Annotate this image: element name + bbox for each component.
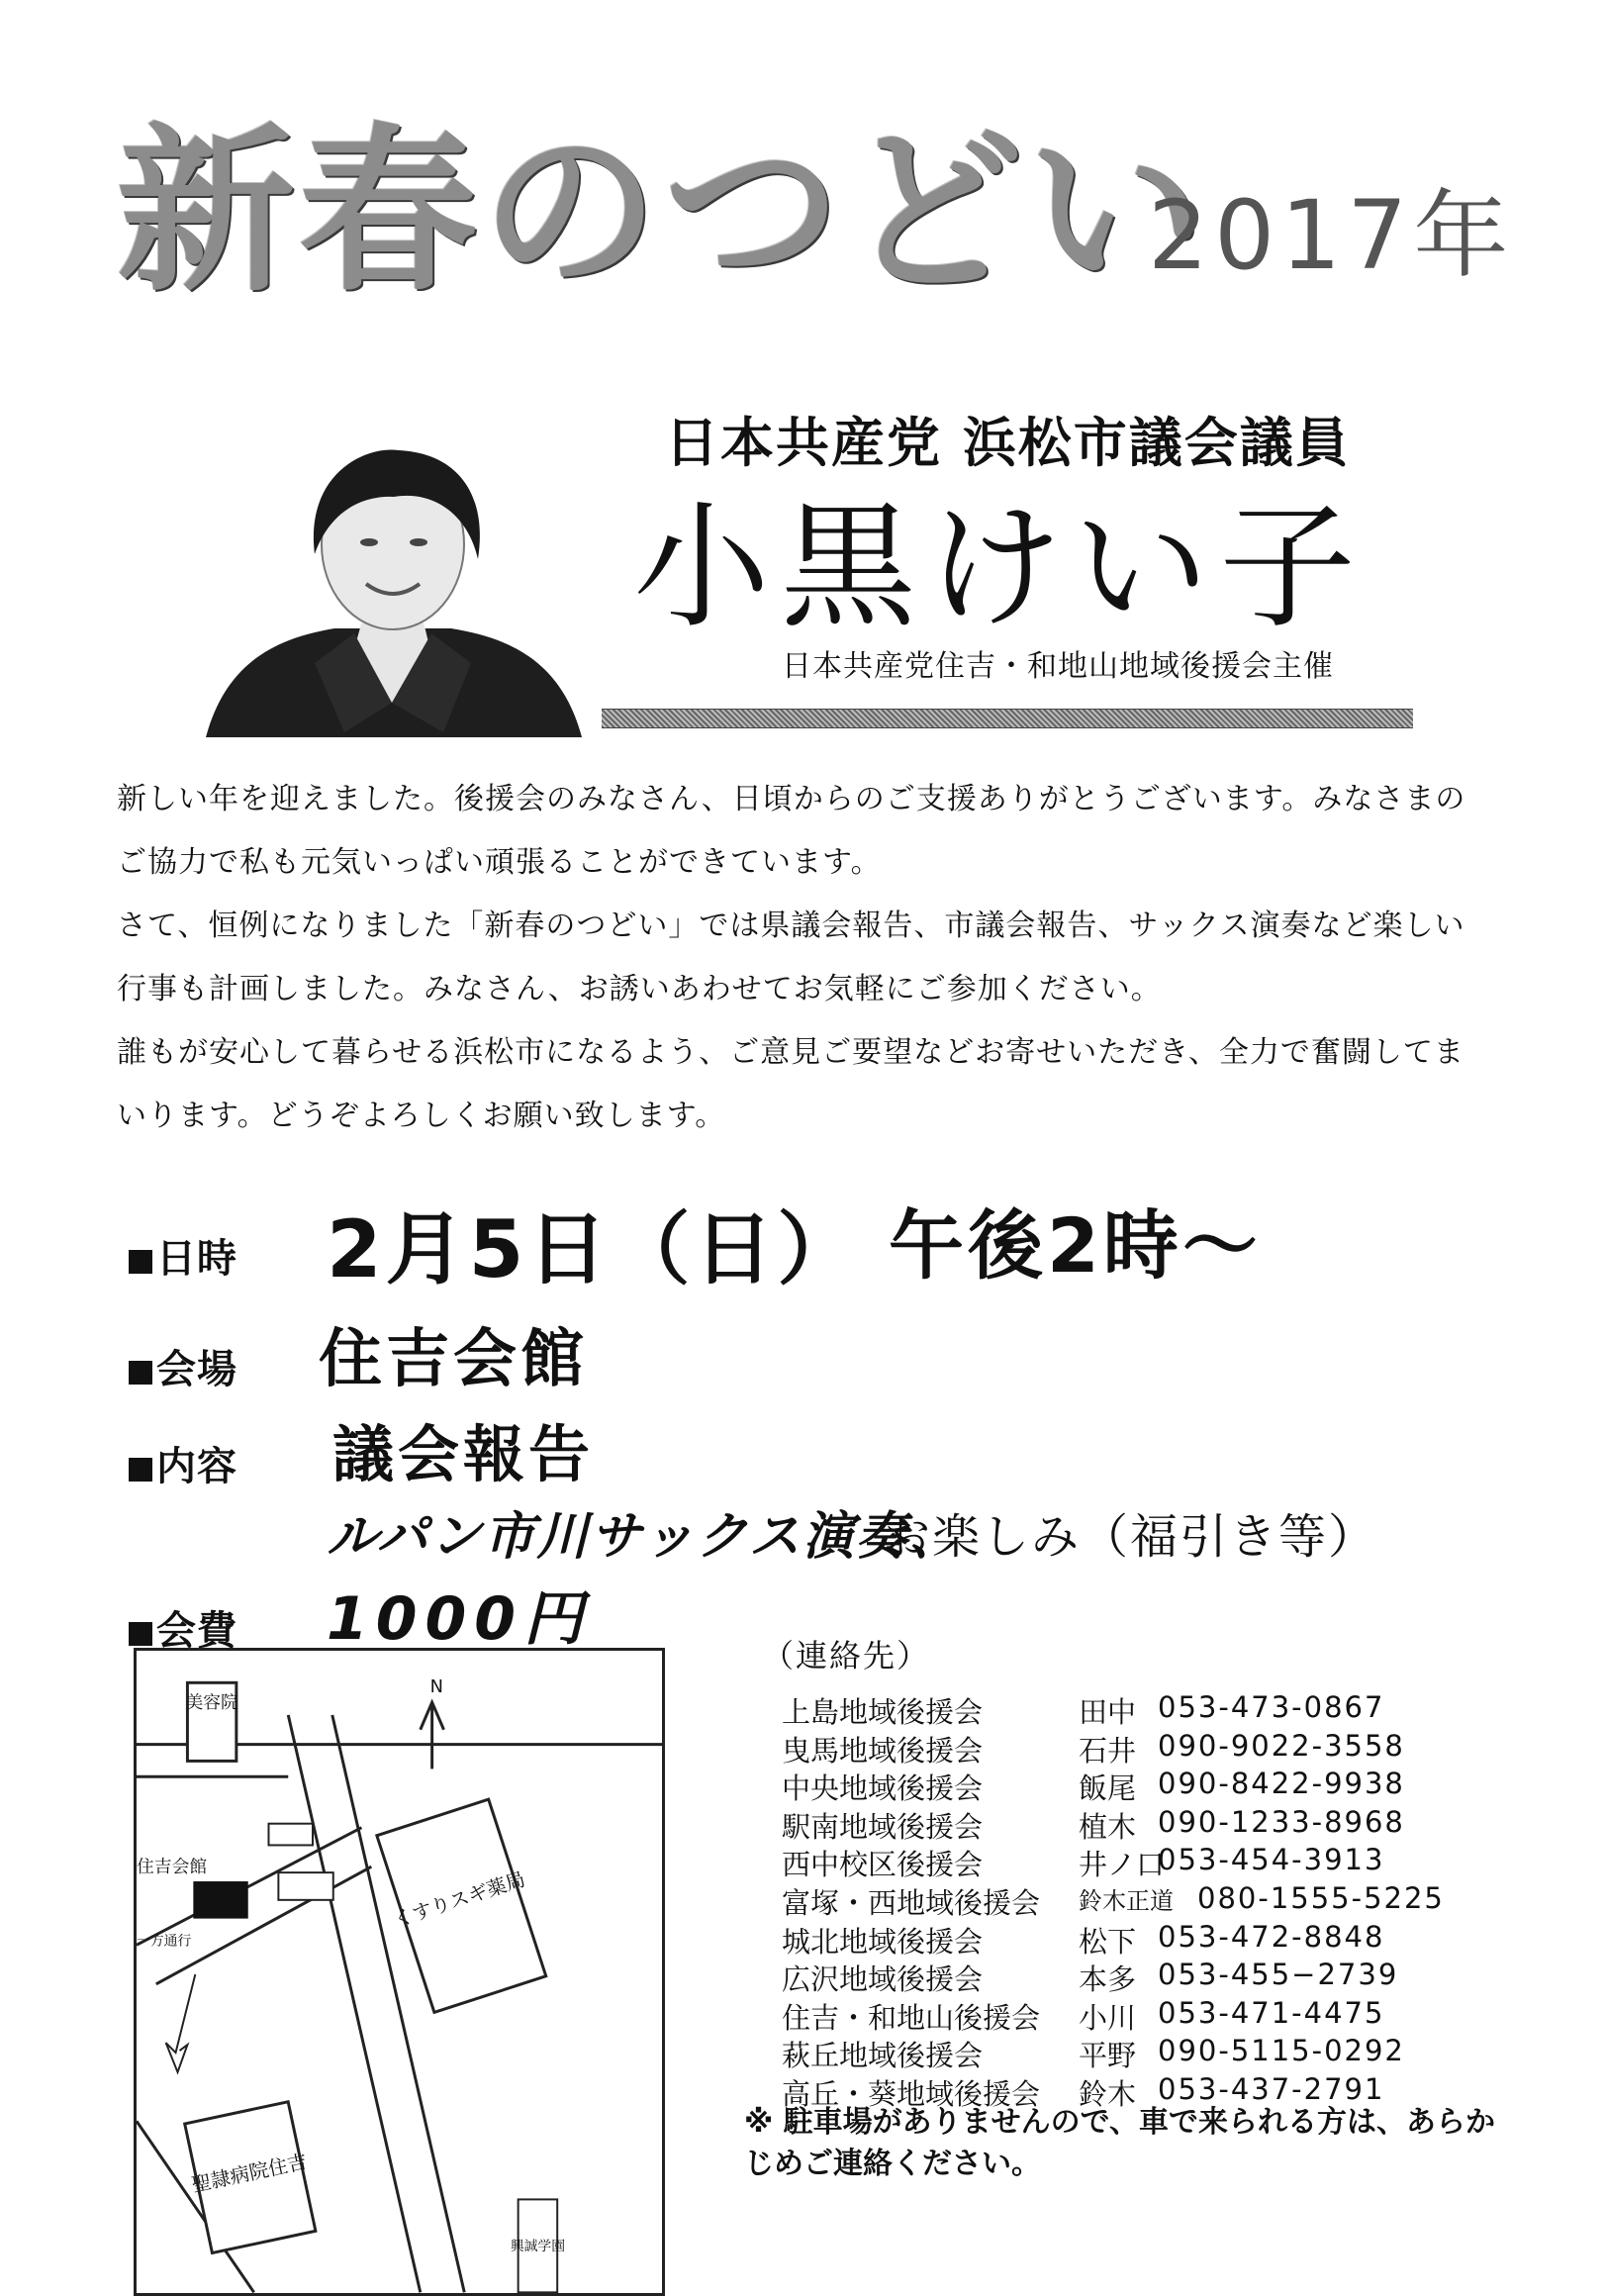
contact-phone: 090-9022-3558 [1158, 1728, 1405, 1763]
date-label: 日時 [129, 1227, 237, 1284]
contact-group: 富塚・西地域後援会 [782, 1885, 1041, 1920]
contact-row [782, 2034, 1494, 2072]
contact-person: 鈴木正道 [1079, 1886, 1174, 1915]
contact-row [782, 1843, 1494, 1881]
contact-group: 曳馬地域後援会 [782, 1733, 984, 1768]
candidate-portrait [196, 435, 590, 737]
contact-row [782, 1729, 1494, 1768]
party-affiliation: 日本共産党 浜松市議会議員 [665, 412, 1351, 474]
divider-band [602, 709, 1413, 728]
north-arrow-icon [421, 1702, 444, 1769]
contact-phone: 053-454-3913 [1158, 1843, 1385, 1877]
hall-building [193, 1881, 247, 1919]
contact-person: 井ノ口 [1079, 1848, 1166, 1882]
contact-group: 中央地域後援会 [782, 1771, 984, 1806]
contact-person: 石井 [1079, 1733, 1137, 1768]
contact-group: 西中校区後援会 [782, 1848, 984, 1882]
contact-phone: 053-437-2791 [1158, 2071, 1385, 2106]
hospital-label: 聖隷病院住吉 [189, 2150, 310, 2197]
parking-note: ※ 駐車場がありませんので、車で来られる方は、あらかじめご連絡ください。 [744, 2105, 1496, 2181]
contact-group: 城北地域後援会 [782, 1924, 984, 1959]
contact-row [782, 1805, 1494, 1844]
contact-person: 本多 [1079, 1962, 1137, 1997]
contact-phone: 053-472-8848 [1158, 1919, 1385, 1954]
contact-person: 小川 [1079, 2000, 1137, 2035]
contact-row [782, 1767, 1494, 1805]
fee-label: 会費 [129, 1599, 237, 1656]
sponsor-text: 日本共産党住吉・和地山地域後援会主催 [782, 649, 1334, 684]
hall-label: 住吉会館 [137, 1857, 208, 1878]
content-report: 議会報告 [332, 1418, 595, 1490]
contact-phone: 090-8422-9938 [1158, 1767, 1405, 1801]
contact-phone: 053-473-0867 [1158, 1690, 1385, 1724]
contact-phone: 080-1555-5225 [1197, 1880, 1445, 1915]
body-paragraph-3: 誰もが安心して暮らせる浜松市になるよう、ご意見ご要望などお寄せいただき、全力で奮闘してまいります。どうぞよろしくお願い致します。 [117, 1035, 1464, 1133]
contact-person: 植木 [1079, 1809, 1137, 1844]
contact-group: 駅南地域後援会 [782, 1809, 984, 1844]
content-sax: ルパン市川サックス演奏、 [327, 1507, 963, 1567]
contact-group: 上島地域後援会 [782, 1695, 984, 1729]
event-venue: 住吉会館 [319, 1323, 588, 1396]
school-label: 興誠学園 [510, 2238, 566, 2254]
event-time: 午後2時〜 [889, 1201, 1262, 1290]
contact-person: 田中 [1079, 1695, 1137, 1729]
contact-row [782, 1996, 1494, 2035]
candidate-name: 小黒けい子 [633, 488, 1367, 647]
contact-phone: 053-455−2739 [1158, 1958, 1399, 1992]
contact-phone: 090-1233-8968 [1158, 1804, 1405, 1839]
north-label: N [429, 1676, 443, 1698]
pharmacy-label: くすりスギ薬局 [390, 1867, 528, 1932]
contact-group: 萩丘地域後援会 [782, 2039, 984, 2073]
salon-label: 美容院 [185, 1692, 238, 1714]
contact-person: 飯尾 [1079, 1771, 1137, 1806]
body-paragraph-2: さて、恒例になりました「新春のつどい」では県議会報告、市議会報告、サックス演奏など楽しい行事も計画しました。みなさん、お誘いあわせてお気軽にご参加ください。 [117, 909, 1465, 1006]
contact-row [782, 1920, 1494, 1959]
contact-row [782, 1881, 1494, 1920]
contact-row [782, 1958, 1494, 1996]
contact-person: 平野 [1079, 2039, 1137, 2073]
content-label: 内容 [129, 1435, 237, 1491]
venue-label: 会場 [129, 1338, 237, 1394]
contacts-list [782, 1690, 1494, 2111]
content-lottery: お楽しみ（福引き等） [883, 1509, 1378, 1565]
contact-group: 住吉・和地山後援会 [782, 2000, 1041, 2035]
contact-phone: 053-471-4475 [1158, 1995, 1385, 2030]
event-year: 2017年 [1148, 180, 1515, 291]
contact-person: 松下 [1079, 1924, 1137, 1959]
event-date: 2月5日（日） [327, 1203, 861, 1295]
one-way-label: 一方通行 [137, 1933, 192, 1950]
one-way-arrow [166, 1974, 196, 2072]
contact-phone: 090-5115-0292 [1158, 2034, 1405, 2068]
body-paragraph-1: 新しい年を迎えました。後援会のみなさん、日頃からのご支援ありがとうございます。みなさまのご協力で私も元気いっぱい頑張ることができています。 [117, 782, 1466, 880]
event-fee: 1000円 [327, 1584, 591, 1654]
contact-group: 広沢地域後援会 [782, 1962, 984, 1997]
venue-map [134, 1648, 665, 2296]
contact-row [782, 1690, 1494, 1729]
contact-group: 高丘・葵地域後援会 [782, 2076, 1041, 2111]
contact-person: 鈴木 [1079, 2076, 1137, 2111]
event-title: 新春のつどい [117, 109, 1210, 316]
contacts-heading: （連絡先） [762, 1637, 931, 1674]
